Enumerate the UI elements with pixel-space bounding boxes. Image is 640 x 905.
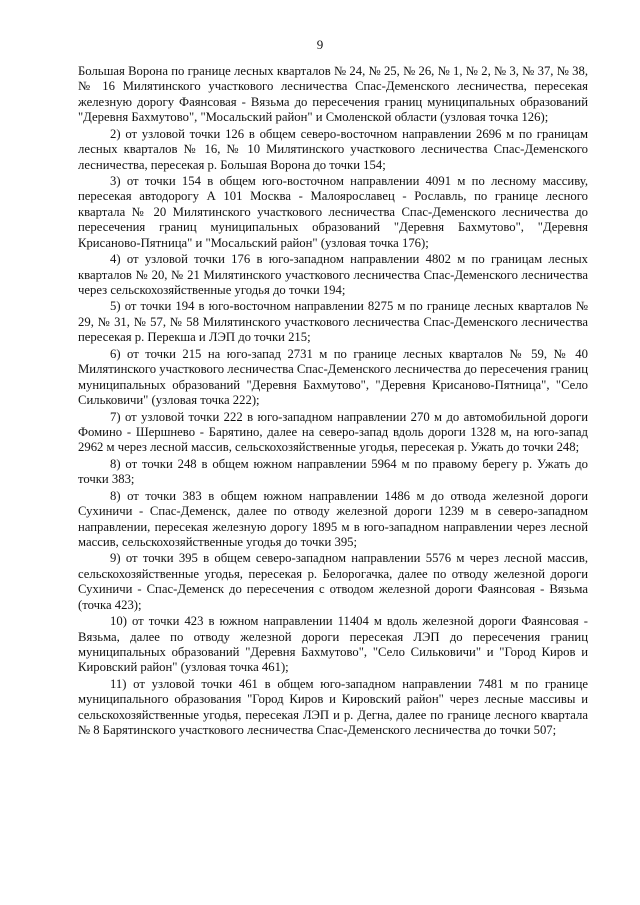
paragraph-item-7: 7) от узловой точки 222 в юго-западном направлении 270 м до автомобильной дороги Фомино - Шершнево - Барятино, далее на северо-запад вдоль дороги 1328 м, на юго-запад 2962 м через лесной массив, сельскохозяйственные угодья, пересекая р. Ужать до точки 248;	[78, 409, 588, 455]
paragraph-item-8b: 8) от точки 383 в общем южном направлении 1486 м до отвода железной дороги Сухиничи - Спас-Деменск, далее по отводу железной дороги 1239 м в северо-западном направлении, пересекая железную дорогу 1895 м в юго-западном направлении через лесной массив, сельскохозяйственные угодья до точки 395;	[78, 488, 588, 549]
paragraph-item-6: 6) от точки 215 на юго-запад 2731 м по границе лесных кварталов № 59, № 40 Милятинского участкового лесничества Спас-Деменского лесничества до пересечения границ муниципальных образований "Деревня Бахмутово", "Деревня Крисаново-Пятница", "Село Сильковичи" (узловая точка 222);	[78, 346, 589, 407]
paragraph-item-9: 9) от точки 395 в общем северо-западном направлении 5576 м через лесной массив, сельскохозяйственные угодья, пересекая р. Белорогачка, далее по отводу железной дороги Сухиничи - Спас-Деменск до пересечения с отводом железной дороги Фаянсовая - Вязьма (точка 423);	[78, 551, 588, 612]
paragraph-continuation: Большая Ворона по границе лесных кварталов № 24, № 25, № 26, № 1, № 2, № 3, № 37, № 38, № 16 Милятинского участкового лесничества Спас-Деменского лесничества, пересекая железную дорогу Фаянсовая - Вязьма до пересечения границ муниципальных образований "Деревня Бахмутово", "Мосальский район" и Смоленской области (узловая точка 126);	[78, 64, 588, 125]
paragraph-item-2: 2) от узловой точки 126 в общем северо-восточном направлении 2696 м по границам лесных кварталов № 16, № 10 Милятинского участкового лесничества Спас-Деменского лесничества, пересекая р. Большая Ворона до точки 154;	[78, 126, 588, 172]
paragraph-item-5: 5) от точки 194 в юго-восточном направлении 8275 м по границе лесных кварталов № 29, № 31, № 57, № 58 Милятинского участкового лесничества Спас-Деменского лесничества пересекая р. Перекша и ЛЭП до точки 215;	[78, 299, 588, 345]
paragraph-item-10: 10) от точки 423 в южном направлении 11404 м вдоль железной дороги Фаянсовая - Вязьма, далее по отводу железной дороги пересекая ЛЭП до пересечения границ муниципальных образований "Деревня Бахмутово", "Село Сильковичи" и "Город Киров и Кировский район" (узловая точка 461);	[78, 614, 588, 675]
paragraph-item-3: 3) от точки 154 в общем юго-восточном направлении 4091 м по лесному массиву, пересекая автодорогу А 101 Москва - Малоярославец - Рославль, по границе лесного квартала № 20 Милятинского участкового лесничества Спас-Деменского лесничества до пересечения границ муниципальных образований "Деревня Бахмутово", "Деревня Крисаново-Пятница" и "Мосальский район" (узловая точка 176);	[78, 174, 588, 250]
document-body	[78, 64, 588, 740]
page-number: 9	[316, 37, 324, 52]
paragraph-item-8a: 8) от точки 248 в общем южном направлении 5964 м по правому берегу р. Ужать до точки 383;	[78, 456, 588, 487]
paragraph-item-4: 4) от узловой точки 176 в юго-западном направлении 4802 м по границам лесных кварталов № 20, № 21 Милятинского участкового лесничества Спас-Деменского лесничества через сельскохозяйственные угодья до точки 194;	[78, 252, 588, 297]
paragraph-item-11: 11) от узловой точки 461 в общем юго-западном направлении 7481 м по границе муниципального образования "Город Киров и Кировский район" через лесные массивы и сельскохозяйственные угодья, пересекая ЛЭП и р. Дегна, далее по границе лесного квартала № 8 Барятинского участкового лесничества Спас-Деменского лесничества до точки 507;	[78, 676, 588, 738]
